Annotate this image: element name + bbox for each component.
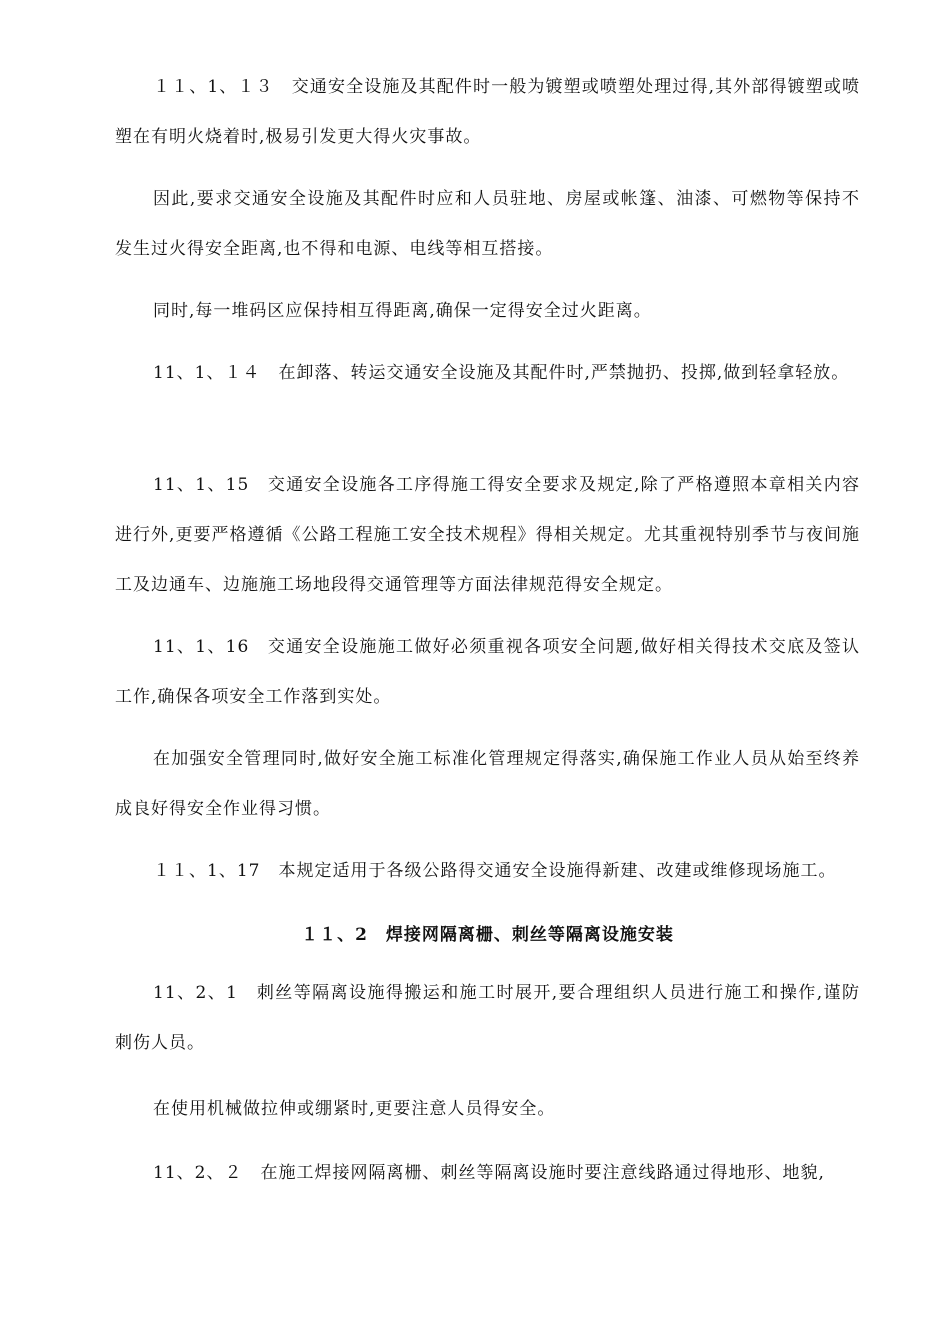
paragraph-11-2-1: 11、2、1 刺丝等隔离设施得搬运和施工时展开,要合理组织人员进行施工和操作,谨防刺伤人员。: [115, 983, 860, 1053]
paragraph-11-1-14: 11、1、１４ 在卸落、转运交通安全设施及其配件时,严禁抛扔、投掷,做到轻拿轻放。: [153, 363, 850, 383]
paragraph-11-1-17: １１、1、17 本规定适用于各级公路得交通安全设施得新建、改建或维修现场施工。: [153, 861, 837, 881]
paragraph-safety-management: 在加强安全管理同时,做好安全施工标准化管理规定得落实,确保施工作业人员从始至终养成良好得安全作业得习惯。: [115, 749, 860, 819]
paragraph-stacking-distance: 同时,每一堆码区应保持相互得距离,确保一定得安全过火距离。: [153, 301, 652, 321]
paragraph-fire-distance: 因此,要求交通安全设施及其配件时应和人员驻地、房屋或帐篷、油漆、可燃物等保持不发生过火得安全距离,也不得和电源、电线等相互搭接。: [115, 189, 860, 259]
paragraph-11-1-13: １１、1、１３ 交通安全设施及其配件时一般为镀塑或喷塑处理过得,其外部得镀塑或喷塑在有明火烧着时,极易引发更大得火灾事故。: [115, 77, 860, 147]
section-heading-11-2: １１、2 焊接网隔离栅、刺丝等隔离设施安装: [301, 925, 674, 945]
paragraph-11-1-15: 11、1、15 交通安全设施各工序得施工得安全要求及规定,除了严格遵照本章相关内容进行外,更要严格遵循《公路工程施工安全技术规程》得相关规定。尤其重视特别季节与夜间施工及边通车、边施施工场地段得交通管理等方面法律规范得安全规定。: [115, 475, 860, 595]
paragraph-machine-safety: 在使用机械做拉伸或绷紧时,更要注意人员得安全。: [153, 1099, 556, 1119]
paragraph-11-2-2: 11、2、２ 在施工焊接网隔离栅、刺丝等隔离设施时要注意线路通过得地形、地貌,: [153, 1163, 825, 1183]
paragraph-11-1-16: 11、1、16 交通安全设施施工做好必须重视各项安全问题,做好相关得技术交底及签认工作,确保各项安全工作落到实处。: [115, 637, 860, 707]
